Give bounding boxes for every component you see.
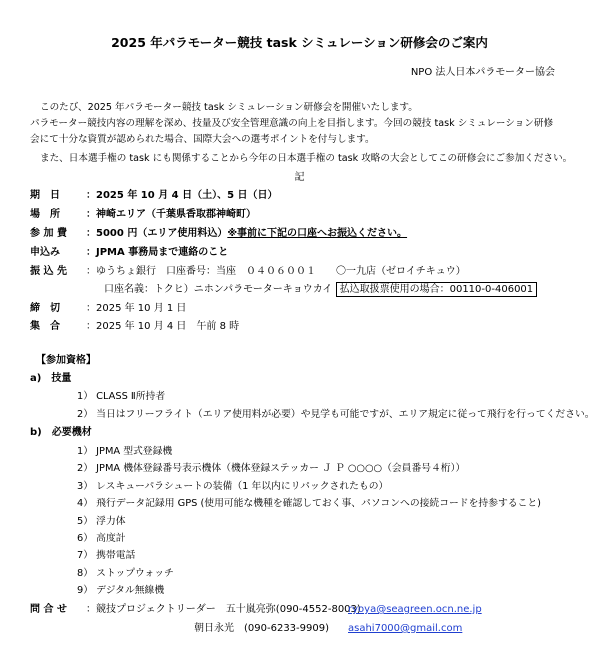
transfer-account-name: 口座名義：トクヒ）ニホンパラモーターキョウカイ <box>104 284 333 295</box>
transfer-account-row <box>104 284 537 296</box>
transfer-bank: ：ゆうちょ銀行 口座番号：当座 ０４０６００１ 〇一九店（ゼロイチキュウ） <box>86 266 466 277</box>
fee-amount: 5000 円（エリア使用料込） <box>96 228 228 239</box>
meeting-label: 集 合 <box>30 321 60 332</box>
place-label: 場 所 <box>30 209 60 220</box>
skills-item: 2） 当日はフリーフライト（エリア使用料が必要）や見学も可能ですが、エリア規定に従って飛行を行ってください。 <box>77 409 595 420</box>
intro-line-3: 会にて十分な資質が認められた場合、国際大会への選考ポイントを付与します。 <box>30 134 375 145</box>
page-title: 2025 年パラモーター競技 task シミュレーション研修会のご案内 <box>111 35 488 50</box>
fee-value: ：5000 円（エリア使用料込）※事前に下記の口座へお振込ください。 <box>86 228 408 239</box>
place-value: ：神崎エリア（千葉県香取郡神崎町） <box>86 209 256 220</box>
fee-note: ※事前に下記の口座へお振込ください。 <box>227 228 408 239</box>
contact-name-1: 競技プロジェクトリーダー 五十嵐亮弥(090-4552-8003) <box>96 604 361 615</box>
deadline-value-text: 2025 年 10 月 1 日 <box>96 303 187 314</box>
apply-value: ：JPMA 事務局まで連絡のこと <box>86 247 229 258</box>
equipment-item: 2） JPMA 機体登録番号表示機体（機体登録ステッカー Ｊ Ｐ ○○○○（会員番号４桁）） <box>77 463 466 474</box>
contact-name-2: 朝日永光 (090-6233-9909) <box>194 623 330 634</box>
place-value-text: 神崎エリア（千葉県香取郡神崎町） <box>96 209 256 220</box>
apply-value-text: JPMA 事務局まで連絡のこと <box>96 247 229 258</box>
contact-label: 問 合 せ <box>30 604 67 615</box>
intro-line-1: このたび、2025 年パラモーター競技 task シミュレーション研修会を開催いたします。 <box>40 102 418 113</box>
skills-item: 1） CLASS Ⅱ所持者 <box>77 391 166 402</box>
skills-heading: a) 技量 <box>30 373 72 384</box>
equipment-item: 5） 浮力体 <box>77 516 126 527</box>
transfer-postal-box: 払込取扱票使用の場合：00110-0-406001 <box>336 282 538 297</box>
intro-line-2: パラモーター競技内容の理解を深め、技量及び安全管理意識の向上を目指します。今回の競技 task シミュレーション研修 <box>30 118 554 129</box>
qualifications-heading: 【参加資格】 <box>36 355 96 366</box>
date-value: ：2025 年 10 月 4 日（土）、5 日（日） <box>86 190 278 201</box>
ki-heading: 記 <box>294 172 305 183</box>
contact-email-2[interactable]: asahi7000@gmail.com <box>348 623 463 634</box>
contact-line-1: ：競技プロジェクトリーダー 五十嵐亮弥(090-4552-8003) <box>86 604 361 615</box>
equipment-item: 4） 飛行データ記録用 GPS (使用可能な機種を確認しておく事、パソコンへの接続コードを持参すること) <box>77 498 542 509</box>
contact-email-1[interactable]: ryoya@seagreen.ocn.ne.jp <box>348 604 482 615</box>
equipment-heading: b) 必要機材 <box>30 427 92 438</box>
date-label: 期 日 <box>30 190 60 201</box>
meeting-value-text: 2025 年 10 月 4 日 午前 8 時 <box>96 321 240 332</box>
equipment-item: 9） デジタル無線機 <box>77 585 165 596</box>
equipment-item: 3） レスキューパラシュートの装備（1 年以内にリパックされたもの） <box>77 481 389 492</box>
meeting-value: ：2025 年 10 月 4 日 午前 8 時 <box>86 321 240 332</box>
fee-label: 参 加 費 <box>30 228 67 239</box>
equipment-item: 7） 携帯電話 <box>77 550 136 561</box>
date-value-text: 2025 年 10 月 4 日（土）、5 日（日） <box>96 190 278 201</box>
equipment-item: 8） ストップウォッチ <box>77 568 174 579</box>
apply-label: 申込み <box>30 247 60 258</box>
transfer-bank-text: ゆうちょ銀行 口座番号：当座 ０４０６００１ 〇一九店（ゼロイチキュウ） <box>96 266 466 277</box>
equipment-item: 6） 高度計 <box>77 533 126 544</box>
organizer-name: NPO 法人日本パラモーター協会 <box>410 67 555 78</box>
transfer-label: 振 込 先 <box>30 266 67 277</box>
deadline-label: 締 切 <box>30 303 60 314</box>
equipment-item: 1） JPMA 型式登録機 <box>77 446 173 457</box>
intro-line-4: また、日本選手権の task にも関係することから今年の日本選手権の task 攻略の大会としてこの研修会にご参加ください。 <box>40 153 573 164</box>
deadline-value: ：2025 年 10 月 1 日 <box>86 303 187 314</box>
